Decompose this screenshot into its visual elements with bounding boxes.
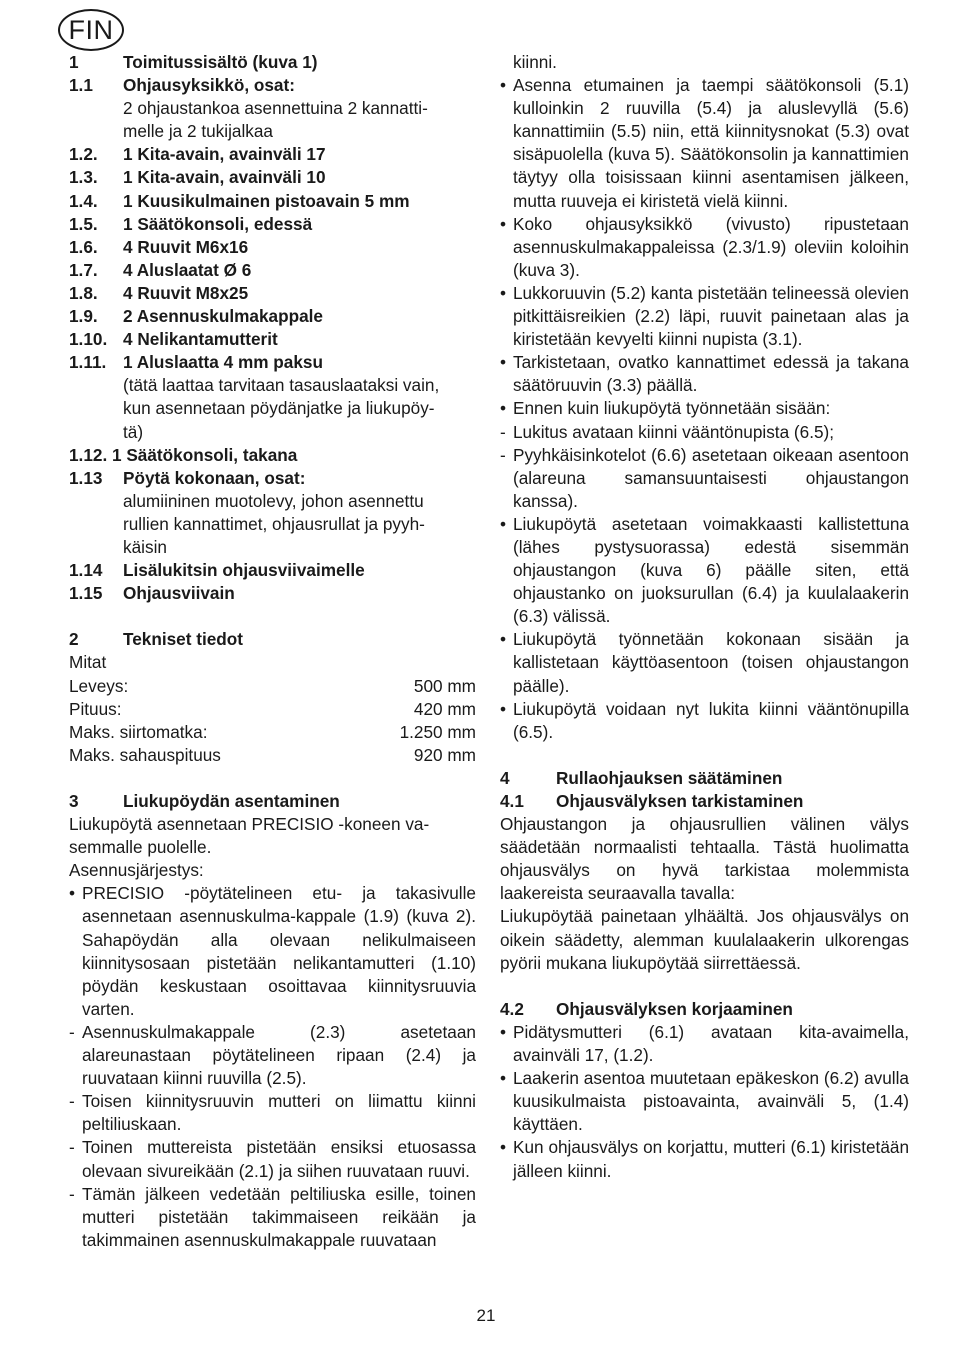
section-4-1-heading: 4.1 Ohjausvälyksen tarkistaminen: [500, 791, 804, 811]
list-item-continuation: kiinni.: [513, 52, 557, 72]
item-1-12: 1.12. 1 Säätökonsoli, takana: [69, 444, 298, 465]
item-1-3: 1.3. 1 Kita-avain, avainväli 10: [69, 167, 326, 188]
list-item: - Tämän jälkeen vedetään peltiliuska esille, toinen mutteri pistetään takimmaiseen reikään ja takimmainen asennuskulmakappale ruuvataan: [69, 1183, 476, 1250]
list-item: • Laakerin asentoa muutetaan epäkeskon (6.2) avulla kuusikulmaista pistoavainta, avainväli 5, (1.4) käyttäen.: [500, 1068, 909, 1135]
section-1-heading: 1 Toimitussisältö (kuva 1): [69, 52, 318, 72]
paragraph: Liukupöytää painetaan ylhäältä. Jos ohjausvälys on oikein säädetty, alemman kuulalaakerin ulkorengas pyörii mukana liukupöytää siirrettäessä.: [500, 906, 909, 973]
list-item: • PRECISIO -pöytätelineen etu- ja takasivulle asennetaan asennuskulma-kappale (1.9) (kuva 2). Sahapöydän alla olevaan nelikulmaiseen kiinnitysosaan pistetään nelikantamutteri (1.10) pöydän keskustaan osoittavaa kiinnitysruuvia varten.: [69, 883, 476, 1019]
item-1-11: 1.11. 1 Aluslaatta 4 mm paksu: [69, 352, 323, 373]
page-number: 21: [476, 1306, 496, 1325]
spec-row: Pituus: 420 mm: [69, 698, 476, 719]
item-1-9: 1.9. 2 Asennuskulmakappale: [69, 306, 323, 327]
list-item: - Asennuskulmakappale (2.3) asetetaan alareunastaan pöytätelineen ripaan (2.4) ja ruuvataan kiinni ruuvilla (2.5).: [69, 1021, 476, 1089]
item-1-6: 1.6. 4 Ruuvit M6x16: [69, 236, 249, 257]
right-column: [500, 51, 909, 1183]
item-1-13-text: alumiininen muotolevy, johon asennettu rullien kannattimet, ohjausrullat ja pyyh- käisin: [123, 490, 425, 557]
list-item: • Liukupöytä voidaan nyt lukita kiinni vääntönupilla (6.5).: [500, 698, 909, 742]
spec-row: Maks. sahauspituus 920 mm: [69, 744, 476, 765]
list-item: - Toisen kiinnitysruuvin mutteri on liimattu kiinni peltiliuskaan.: [69, 1091, 476, 1135]
list-item: • Kun ohjausvälys on korjattu, mutteri (6.1) kiristetään jälleen kiinni.: [500, 1137, 909, 1181]
item-1-2: 1.2. 1 Kita-avain, avainväli 17: [69, 144, 326, 165]
section-4-2-heading: 4.2 Ohjausvälyksen korjaaminen: [500, 998, 793, 1019]
list-item: - Pyyhkäisinkotelot (6.6) asetetaan oikeaan asentoon (alareuna samansuuntaisesti ohjaustangon kanssa).: [500, 444, 909, 511]
assembly-order-label: Asennusjärjestys:: [69, 860, 204, 881]
item-1-1-text: 2 ohjaustankoa asennettuina 2 kannatti- melle ja 2 tukijalkaa: [123, 98, 428, 142]
paragraph: Ohjaustangon ja ohjausrullien välinen välys säädetään normaalisti tehtaalla. Tästä huolimatta ohjausvälys on hyvä tarkistaa molemmista laakereista seuraavalla tavalla:: [500, 814, 909, 904]
list-item: - Toinen muttereista pistetään ensiksi etuosassa olevaan sivureikään (2.1) ja siihen ruuvataan ruuvi.: [69, 1137, 476, 1181]
list-item: • Pidätysmutteri (6.1) avataan kita-avaimella, avainväli 17, (1.2).: [500, 1021, 909, 1066]
item-1-8: 1.8. 4 Ruuvit M8x25: [69, 282, 249, 303]
section-4-heading: 4 Rullaohjauksen säätäminen: [500, 767, 783, 788]
left-column: [69, 51, 476, 1252]
list-item: • Tarkistetaan, ovatko kannattimet edessä ja takana säätöruuvin (3.3) päällä.: [500, 352, 909, 396]
dimensions-label: Mitat: [69, 652, 107, 673]
list-item: • Liukupöytä työnnetään kokonaan sisään ja kallistetaan käyttöasentoon (toisen ohjaustangon päälle).: [500, 629, 909, 696]
item-1-5: 1.5. 1 Säätökonsoli, edessä: [69, 213, 313, 234]
item-1-10: 1.10. 4 Nelikantamutterit: [69, 329, 278, 350]
list-item: • Liukupöytä asetetaan voimakkaasti kallistettuna (lähes pystysuorassa) edestä sisemmän ohjaustangon (kuva 6) päälle siten, että ohjaustanko on juoksurullan (6.4) ja kuulalaakerin (6.3) välissä.: [500, 513, 909, 627]
list-item: • Asenna etumainen ja taempi säätökonsoli (5.1) kulloinkin 2 ruuvilla (5.4) ja aluslevyllä (5.6) kannattimiin (5.5) niin, että kiinnitysnokat (5.3) ovat sisäpuolella (kuva 5). Säätökonsolin ja kannattimien täytyy olla toisissaan kiinni asentamisen jälkeen, mutta ruuveja ei kiristetä vielä kiinni.: [500, 75, 909, 211]
section-3-intro: Liukupöytä asennetaan PRECISIO -koneen va- semmalle puolelle.: [69, 814, 430, 858]
list-item: • Lukkoruuvin (5.2) kanta pistetään telineessä olevien pitkittäisreikien (2.2) läpi, ruuvit painetaan alas ja kiristetään kevyelti kiinni nupista (3.1).: [500, 282, 909, 350]
item-1-7: 1.7. 4 Aluslaatat Ø 6: [69, 259, 252, 280]
section-3-heading: 3 Liukupöydän asentaminen: [69, 791, 340, 811]
spec-row: Leveys: 500 mm: [69, 675, 476, 696]
item-1-1: 1.1 Ohjausyksikkö, osat:: [69, 75, 295, 96]
list-item: • Ennen kuin liukupöytä työnnetään sisään:: [500, 398, 831, 419]
list-item: • Koko ohjausyksikkö (vivusto) ripustetaan asennuskulmakappaleissa (2.3/1.9) oleviin koloihin (kuva 3).: [500, 213, 909, 280]
spec-row: Maks. siirtomatka: 1.250 mm: [69, 721, 476, 742]
item-1-4: 1.4. 1 Kuusikulmainen pistoavain 5 mm: [69, 190, 410, 211]
item-1-13: 1.13 Pöytä kokonaan, osat:: [69, 467, 306, 488]
language-badge: FIN: [58, 9, 124, 51]
section-2-heading: 2 Tekniset tiedot: [69, 629, 244, 650]
list-item: - Lukitus avataan kiinni vääntönupista (6.5);: [500, 421, 835, 442]
item-1-15: 1.15 Ohjausviivain: [69, 583, 235, 604]
item-1-11-text: (tätä laattaa tarvitaan tasauslaataksi vain, kun asennetaan pöydänjatke ja liukupöy- tä): [123, 375, 440, 442]
item-1-14: 1.14 Lisälukitsin ohjausviivaimelle: [69, 560, 365, 581]
